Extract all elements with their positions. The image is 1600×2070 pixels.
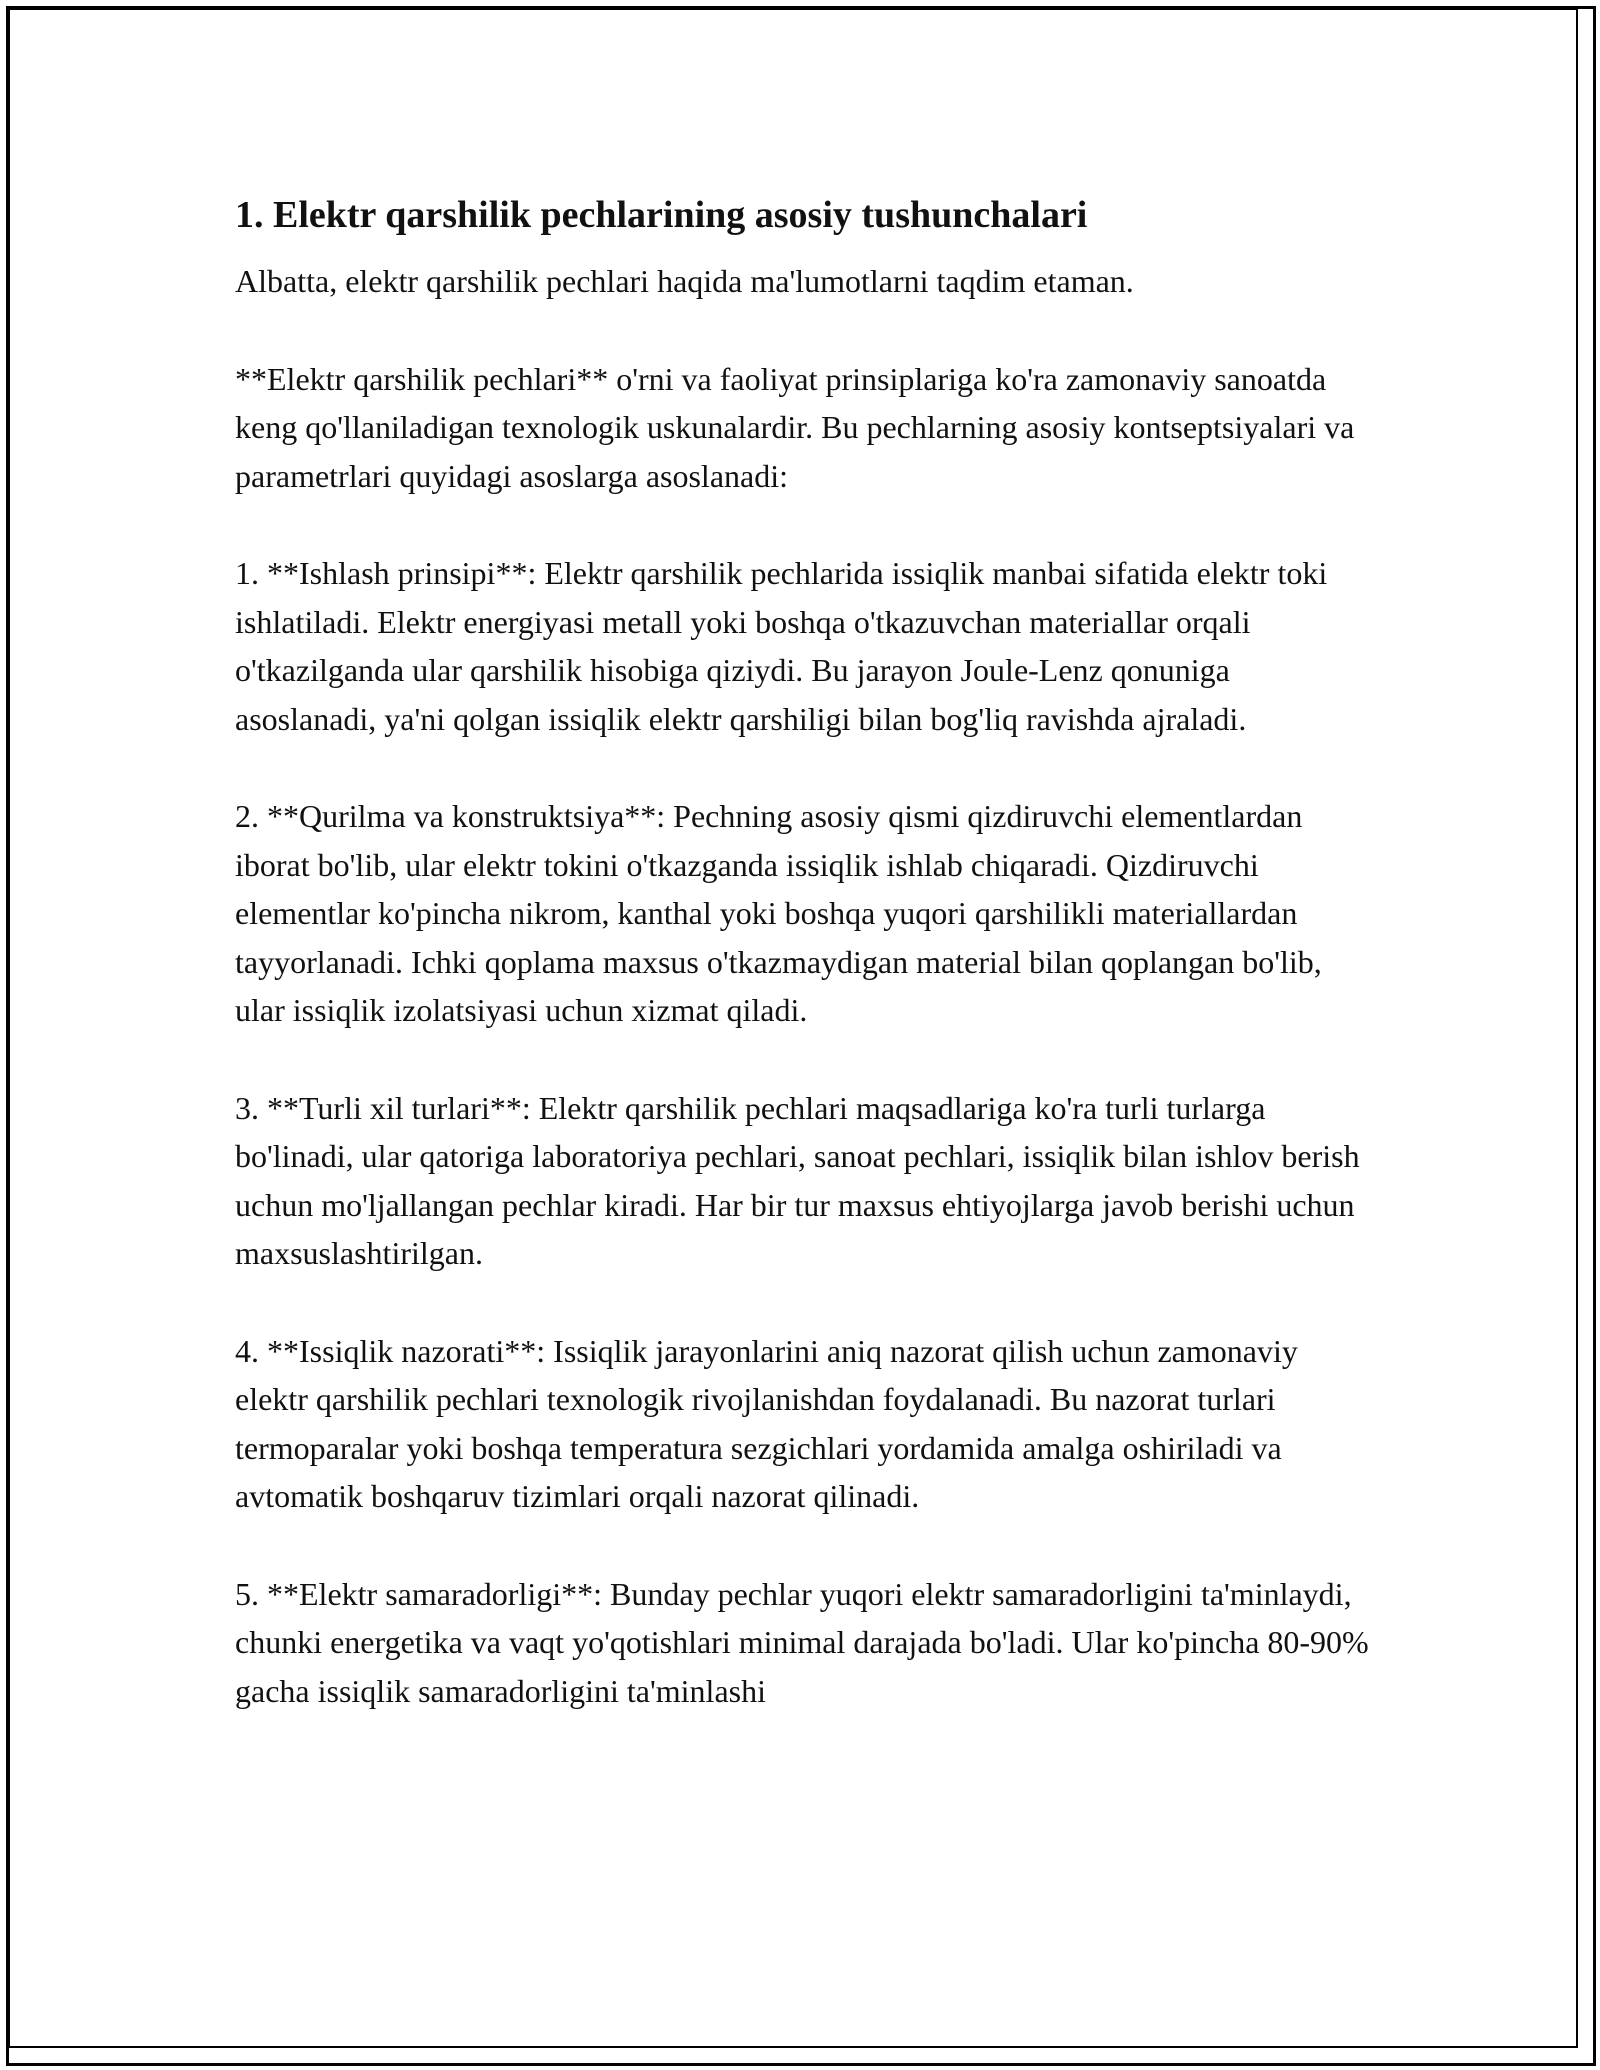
paragraph-item-3: 3. **Turli xil turlari**: Elektr qarshilik pechlari maqsadlariga ko'ra turli turlarga bo'linadi, ular qatoriga laboratoriya pechlari, sanoat pechlari, issiqlik bilan ishlov berish uchun mo'ljallangan pechlar kiradi. Har bir tur maxsus ehtiyojlarga javob berishi uchun maxsuslashtirilgan. [235,1089,1360,1271]
paragraph-overview: **Elektr qarshilik pechlari** o'rni va faoliyat prinsiplariga ko'ra zamonaviy sanoatda keng qo'llaniladigan texnologik uskunalardir. Bu pechlarning asosiy kontseptsiyalari va parametrlari quyidagi asoslarga asoslanadi: [235,360,1355,494]
section-heading: 1. Elektr qarshilik pechlarining asosiy tushunchalari [235,194,1088,236]
document-body [235,190,1375,1764]
paragraph-item-4: 4. **Issiqlik nazorati**: Issiqlik jarayonlarini aniq nazorat qilish uchun zamonaviy elektr qarshilik pechlari texnologik rivojlanishdan foydalanadi. Bu nazorat turlari termoparalar yoki boshqa temperatura sezgichlari yordamida amalga oshiriladi va avtomatik boshqaruv tizimlari orqali nazorat qilinadi. [235,1332,1298,1514]
paragraph-intro: Albatta, elektr qarshilik pechlari haqida ma'lumotlarni taqdim etaman. [235,263,1134,299]
paragraph-item-5: 5. **Elektr samaradorligi**: Bunday pechlar yuqori elektr samaradorligini ta'minlaydi, chunki energetika va vaqt yo'qotishlari minimal darajada bo'ladi. Ular ko'pincha 80-90% gacha issiqlik samaradorligini ta'minlashi [235,1575,1369,1709]
paragraph-item-2: 2. **Qurilma va konstruktsiya**: Pechning asosiy qismi qizdiruvchi elementlardan iborat bo'lib, ular elektr tokini o'tkazganda issiqlik ishlab chiqaradi. Qizdiruvchi elementlar ko'pincha nikrom, kanthal yoki boshqa yuqori qarshilikli materiallardan tayyorlanadi. Ichki qoplama maxsus o'tkazmaydigan material bilan qoplangan bo'lib, ular issiqlik izolatsiyasi uchun xizmat qiladi. [235,798,1322,1028]
paragraph-item-1: 1. **Ishlash prinsipi**: Elektr qarshilik pechlarida issiqlik manbai sifatida elektr toki ishlatiladi. Elektr energiyasi metall yoki boshqa o'tkazuvchan materiallar orqali o'tkazilganda ular qarshilik hisobiga qiziydi. Bu jarayon Joule-Lenz qonuniga asoslanadi, ya'ni qolgan issiqlik elektr qarshiligi bilan bog'liq ravishda ajraladi. [235,555,1328,737]
